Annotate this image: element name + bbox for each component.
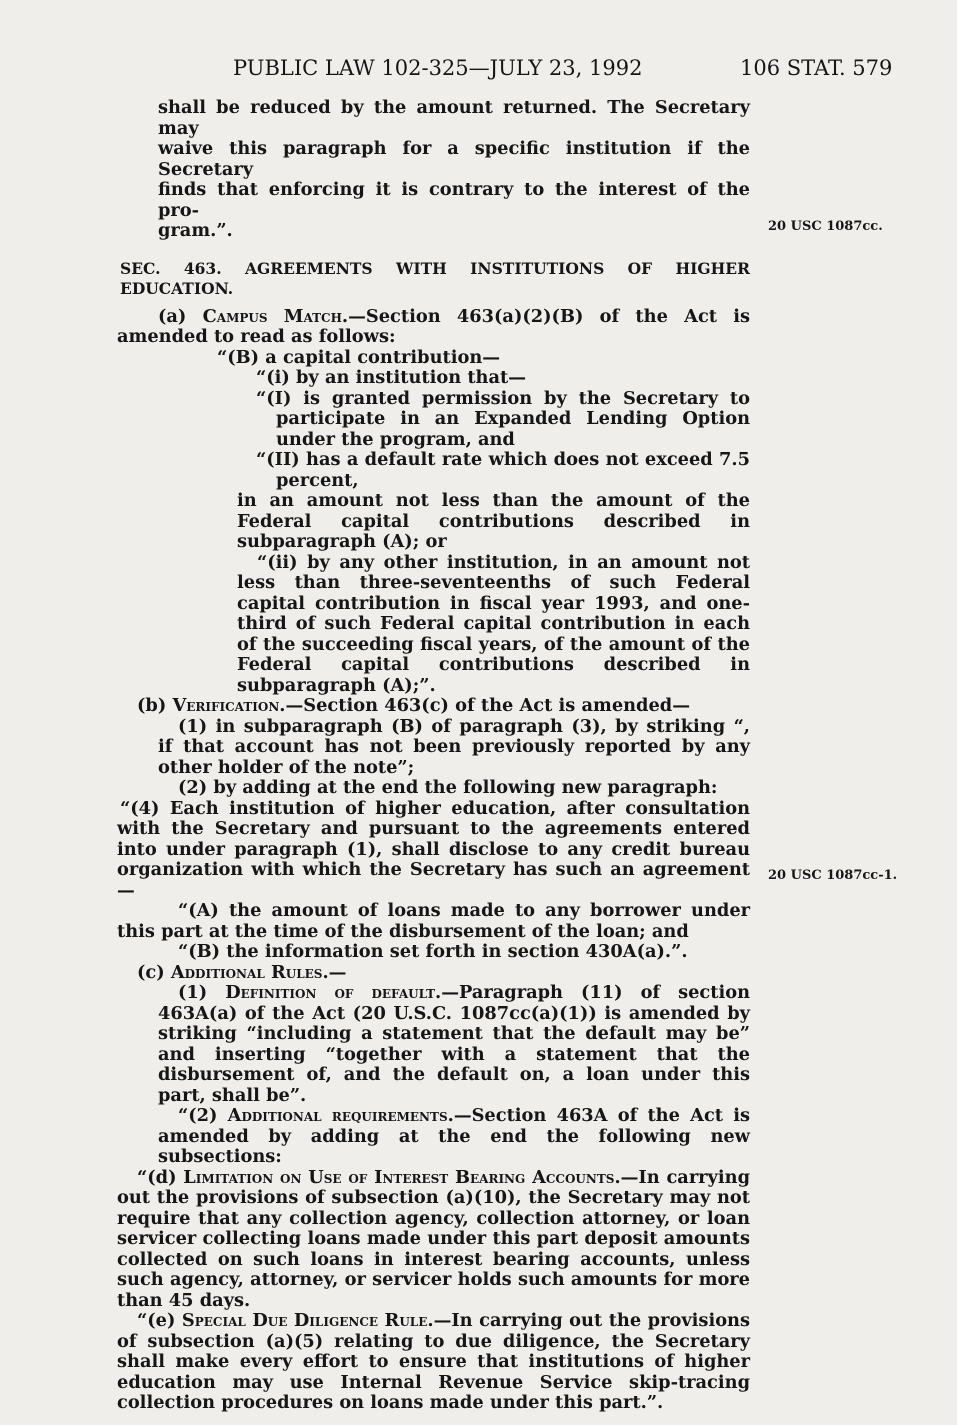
continuation-line-1: shall be reduced by the amount returned. The Secretary may xyxy=(158,97,750,139)
subsection-d xyxy=(117,1168,750,1312)
subsection-b xyxy=(117,696,750,717)
margin-note-2: 20 USC 1087cc-1. xyxy=(768,868,898,883)
subsection-a-text: —Section 463(a)(2)(B) of the Act is amended to read as follows: xyxy=(117,305,751,347)
subsection-e-title: Special Due Diligence Rule. xyxy=(181,1310,434,1331)
paragraph-b2: (2) by adding at the end the following new paragraph: xyxy=(178,777,718,798)
subsection-c-title: Additional Rules. xyxy=(170,961,329,983)
margin-note-1: 20 USC 1087cc. xyxy=(768,219,883,234)
clause-ii: “(ii) by any other institution, in an amount not less than three-seventeenths of such Federal capital contribution in fiscal year 1993, and one-third of such Federal capital contribution in each of the succeeding fiscal years, of the amount of the Federal capital contributions described in subparagraph (A);”. xyxy=(237,551,750,696)
paragraph-c2 xyxy=(117,1106,750,1168)
subsection-c-label: (c) xyxy=(137,961,171,983)
clause-I: “(I) is granted permission by the Secretary to participate in an Expanded Lending Option under the program, and xyxy=(256,387,750,450)
subsection-d-label: “(d) xyxy=(137,1166,184,1188)
section-heading: SEC. 463. AGREEMENTS WITH INSTITUTIONS OF HIGHER EDUCATION. xyxy=(120,258,750,298)
paragraph-4A: “(A) the amount of loans made to any borrower under this part at the time of the disbursement of the loan; and xyxy=(117,900,750,942)
paragraph-c1-text: —Paragraph (11) of section 463A(a) of the Act (20 U.S.C. 1087cc(a)(1)) is amended by striking “including a statement that the default may be” and inserting “together with a statement that the disbursement of, and the default on, a loan under this part, shall be”. xyxy=(158,982,751,1106)
paragraph-4B: “(B) the information set forth in section 430A(a).”. xyxy=(178,941,688,962)
clause-II: “(II) has a default rate which does not exceed 7.5 percent, xyxy=(256,449,750,491)
paragraph-b1: (1) in subparagraph (B) of paragraph (3), by striking “, if that account has not been previously reported by any other holder of the note”; xyxy=(158,715,750,778)
subsection-a xyxy=(117,307,750,348)
subsection-a-title: Campus Match. xyxy=(202,305,349,327)
paragraph-c1-label: (1) xyxy=(178,982,226,1003)
subsection-e xyxy=(117,1311,750,1414)
paragraph-c1-title: Definition of default. xyxy=(225,982,442,1003)
subsection-c-dash: — xyxy=(328,961,347,983)
clause-i-tail: in an amount not less than the amount of the Federal capital contributions described in subparagraph (A); or xyxy=(237,490,750,552)
continuation-line-4: gram.”. xyxy=(158,220,233,241)
subsection-b-text: —Section 463(c) of the Act is amended— xyxy=(285,695,691,716)
paragraph-4: “(4) Each institution of higher education, after consultation with the Secretary and pursuant to the agreements entered into under paragraph (1), shall disclose to any credit bureau organization with which the Secretary has such an agreement— xyxy=(117,797,750,901)
subsection-e-text: —In carrying out the provisions of subsection (a)(5) relating to due diligence, the Secretary shall make every effort to ensure that institutions of higher education may use Internal Revenue Service skip-tracing collection procedures on loans made under this part.”. xyxy=(117,1310,750,1413)
running-header-title: PUBLIC LAW 102-325—JULY 23, 1992 xyxy=(233,56,643,80)
subsection-c xyxy=(117,963,750,984)
subsection-b-title: Verification. xyxy=(172,695,286,716)
paragraph-c2-title: Additional requirements. xyxy=(227,1105,454,1126)
paragraph-c1 xyxy=(117,983,750,1106)
subsection-e-label: “(e) xyxy=(137,1310,182,1331)
page-number: 106 STAT. 579 xyxy=(740,56,893,80)
clause-B: “(B) a capital contribution— xyxy=(217,346,501,368)
clause-i: “(i) by an institution that— xyxy=(256,367,527,388)
paragraph-c2-text: —Section 463A of the Act is amended by adding at the end the following new subsections: xyxy=(158,1105,750,1167)
paragraph-c2-label: “(2) xyxy=(178,1105,228,1126)
continuation-line-2: waive this paragraph for a specific institution if the Secretary xyxy=(158,138,750,180)
subsection-d-title: Limitation on Use of Interest Bearing Accounts. xyxy=(183,1166,621,1188)
subsection-d-text: —In carrying out the provisions of subsection (a)(10), the Secretary may not require that any collection agency, collection attorney, or loan servicer collecting loans made under this part deposit amounts collected on such loans in interest bearing accounts, unless such agency, attorney, or servicer holds such amounts for more than 45 days. xyxy=(117,1166,750,1311)
body-text xyxy=(117,98,750,1414)
continuation-line-3: finds that enforcing it is contrary to the interest of the pro- xyxy=(158,179,750,221)
subsection-b-label: (b) xyxy=(137,695,173,716)
subsection-a-label: (a) xyxy=(158,305,203,327)
